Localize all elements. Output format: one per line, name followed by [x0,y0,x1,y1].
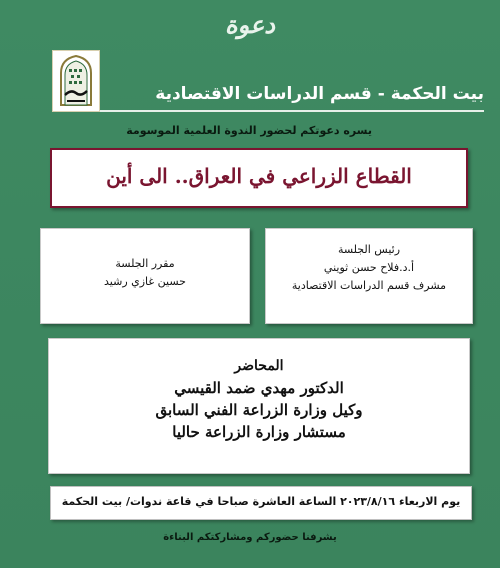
invitation-title: دعوة [225,10,275,39]
session-rapporteur-label: مقرر الجلسة [115,257,175,270]
lecturer-text [59,355,459,443]
session-chair-name: أ.د.فلاح حسن ثويني [323,261,415,274]
lecturer-name: الدكتور مهدي ضمد القيسي [174,379,344,397]
session-rapporteur-name: حسين غازي رشيد [104,275,186,288]
session-chair-box [265,228,473,324]
lecturer-label: المحاضر [234,358,284,374]
lecturer-box [48,338,470,474]
seminar-title-box [50,148,468,208]
session-chair-text [276,241,462,295]
schedule-text: يوم الاربعاء ٢٠٢٣/٨/١٦ الساعة العاشرة صباحا في قاعة ندوات/ بيت الحكمة [61,495,461,508]
session-chair-label: رئيس الجلسة [337,243,401,256]
intro-line: يسره دعوتكم لحضور الندوة العلمية الموسومة [126,124,372,137]
session-rapporteur-box [40,228,250,324]
session-rapporteur-text [55,255,235,291]
schedule-box [50,486,472,520]
closing-line: يشرفنا حضوركم ومشاركتكم البناءة [163,532,337,543]
header-divider [100,110,484,112]
lecturer-position-1: وكيل وزارة الزراعة الفني السابق [155,401,363,419]
session-chair-role: مشرف قسم الدراسات الاقتصادية [291,279,447,292]
institution-heading: بيت الحكمة - قسم الدراسات الاقتصادية [155,84,484,104]
seminar-title: القطاع الزراعي في العراق.. الى أين [106,164,412,188]
bayt-al-hikma-logo-icon [52,50,100,112]
lecturer-position-2: مستشار وزارة الزراعة حاليا [172,423,346,441]
